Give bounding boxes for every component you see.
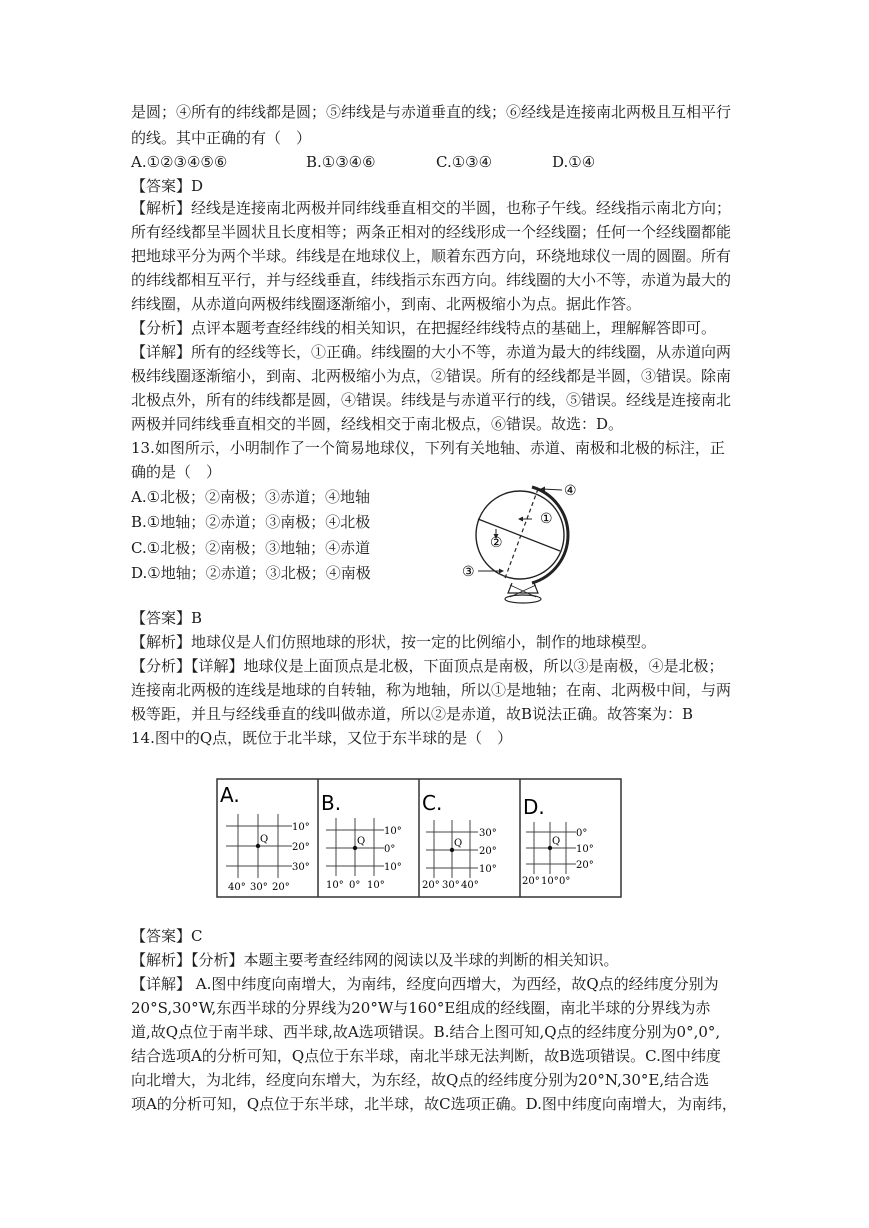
panel-d-lat-2: 10° [576,844,594,855]
label-3: ③ [462,564,475,580]
q13-option-c: C.①北极；②南极；③地轴；④赤道 [131,539,371,557]
panel-b-q-label: Q [357,836,366,847]
q12-stem-line-1: 是圆；④所有的纬线都是圆；⑤纬线是与赤道垂直的线；⑥经线是连接南北两极且互相平行 [131,103,732,121]
panel-a-lon-2: 30° [250,882,268,893]
panel-b-lon-3: 10° [367,880,385,891]
panel-b-lat-2: 0° [384,844,396,855]
q12-analysis-line-5: 纬线圈，从赤道向两极纬线圈逐渐缩小，到南、北两极缩小为点。据此作答。 [131,295,642,313]
panel-c-lon-2: 30° [442,880,460,891]
q12-analysis-line-4: 的纬线都相互平行，并与经线垂直，纬线指示东西方向。纬线圈的大小不等，赤道为最大的 [131,271,732,289]
q12-option-d: D.①④ [552,153,596,171]
q14-answer: 【答案】C [131,927,203,945]
q13-detail-line-1: 【分析】【详解】地球仪是上面顶点是北极，下面顶点是南极，所以③是南极，④是北极； [131,657,724,675]
panel-b-lon-2: 0° [349,880,361,891]
q13-detail-line-2: 连接南北两极的连线是地球的自转轴，称为地轴，所以①是地轴；在南、北两极中间，与两 [131,681,732,699]
q13-analysis: 【解析】地球仪是人们仿照地球的形状，按一定的比例缩小，制作的地球模型。 [131,633,657,651]
q14-detail-line-5: 向北增大，为北纬，经度向东增大，为东经，故Q点的经纬度分别为20°N,30°E,结合选 [131,1071,710,1089]
q12-detail-line-3: 北极点外，所有的纬线都是圆，④错误。纬线是与赤道平行的线，⑤错误。经线是连接南北 [131,391,732,409]
q12-option-a: A.①②③④⑤⑥ [131,153,228,171]
q12-stem-line-2: 的线。其中正确的有（ ） [131,129,312,147]
meridian-ring [532,487,568,583]
panel-a-lat-2: 20° [292,842,310,853]
stand-base [505,595,541,603]
q13-option-a: A.①北极；②南极；③赤道；④地轴 [131,488,371,506]
q12-analysis-line-1: 【解析】经线是连接南北两极并同纬线垂直相交的半圆，也称子午线。经线指示南北方向； [131,199,732,217]
earth-axis [504,489,538,581]
q13-detail-line-3: 极等距，并且与经线垂直的线叫做赤道，所以②是赤道，故B说法正确。故答案为：B [131,705,694,723]
q12-analysis-line-2: 所有经线都呈半圆状且长度相等；两条正相对的经线形成一个经线圈；任何一个经线圈都能 [131,223,732,241]
q14-detail-line-4: 结合选项A的分析可知，Q点位于东半球，南北半球无法判断，故B选项错误。C.图中纬度 [131,1047,721,1065]
panel-c-lat-3: 10° [479,864,497,875]
panel-d-q-label: Q [552,836,561,847]
panel-d-lon-1: 20° [522,876,540,887]
q12-answer: 【答案】D [131,177,204,195]
panel-c-q-label: Q [454,838,463,849]
label-2: ② [490,535,503,551]
stand-neck [508,583,538,593]
q14-detail-line-1: 【详解】 A.图中纬度向南增大，为南纬，经度向西增大，为西经，故Q点的经纬度分别为 [131,975,719,993]
panel-d-lat-1: 0° [576,828,588,839]
panel-b-lat-1: 10° [384,826,402,837]
panel-d-label: D. [523,795,545,819]
q12-review: 【分析】点评本题考查经纬线的相关知识，在把握经纬线特点的基础上，理解解答即可。 [131,319,717,337]
panel-b-lon-1: 10° [326,880,344,891]
panel-c-lon-1: 20° [422,880,440,891]
label-4: ④ [564,483,577,499]
q14-detail-line-6: 项A的分析可知，Q点位于东半球，北半球，故C选项正确。D.图中纬度向南增大，为南纬， [131,1095,737,1113]
q13-stem-line-1: 13.如图所示，小明制作了一个简易地球仪，下列有关地轴、赤道、南极和北极的标注，正 [131,439,725,457]
panel-a-label: A. [220,783,240,807]
q13-stem-line-2: 确的是（ ） [131,463,222,481]
globe-figure [460,475,600,605]
arrow-3-head [499,569,504,574]
panel-c-lat-2: 20° [479,846,497,857]
q13-option-d: D.①地轴；②赤道；③北极；④南极 [131,564,371,582]
panel-a-lat-3: 30° [292,862,310,873]
q14-detail-line-3: 道,故Q点位于南半球、西半球,故A选项错误。B.结合上图可知,Q点的经纬度分别为0°,0°, [131,1023,721,1041]
arrow-1-head [518,517,523,522]
q12-detail-line-4: 两极并同纬线垂直相交的半圆，经线相交于南北极点，⑥错误。故选：D。 [131,415,624,433]
q12-option-b: B.①③④⑥ [306,153,376,171]
panel-b-label: B. [321,791,342,815]
q12-option-c: C.①③④ [436,153,493,171]
panel-c-label: C. [422,791,443,815]
panel-d-lat-3: 20° [576,860,594,871]
panel-d-lon-2: 10° [541,876,559,887]
panel-a-lat-1: 10° [292,822,310,833]
panel-b-lat-3: 10° [384,862,402,873]
panel-a-lon-3: 20° [272,882,290,893]
panel-a-q-label: Q [260,834,269,845]
q12-detail-line-2: 极纬线圈逐渐缩小，到南、北两极缩小为点，②错误。所有的经线都是半圆，③错误。除南 [131,367,732,385]
label-1: ① [540,511,553,527]
panel-a-lon-1: 40° [228,882,246,893]
q14-stem: 14.图中的Q点，既位于北半球，又位于东半球的是（ ） [131,729,513,747]
panel-c-lat-1: 30° [479,828,497,839]
q12-detail-line-1: 【详解】所有的经线等长，①正确。纬线圈的大小不等，赤道为最大的纬线圈，从赤道向两 [131,343,732,361]
panel-d-lon-3: 0° [559,876,571,887]
q13-answer: 【答案】B [131,609,203,627]
q12-analysis-line-3: 把地球平分为两个半球。纬线是在地球仪上，顺着东西方向，环绕地球仪一周的圆圈。所有 [131,247,732,265]
q13-option-b: B.①地轴；②赤道；③南极；④北极 [131,513,371,531]
q14-analysis: 【解析】【分析】本题主要考查经纬网的阅读以及半球的判断的相关知识。 [131,951,619,969]
latlon-grid-figure [216,778,622,898]
panel-c-lon-3: 40° [461,880,479,891]
q14-detail-line-2: 20°S,30°W,东西半球的分界线为20°W与160°E组成的经线圈，南北半球的分界线为赤 [131,999,711,1017]
